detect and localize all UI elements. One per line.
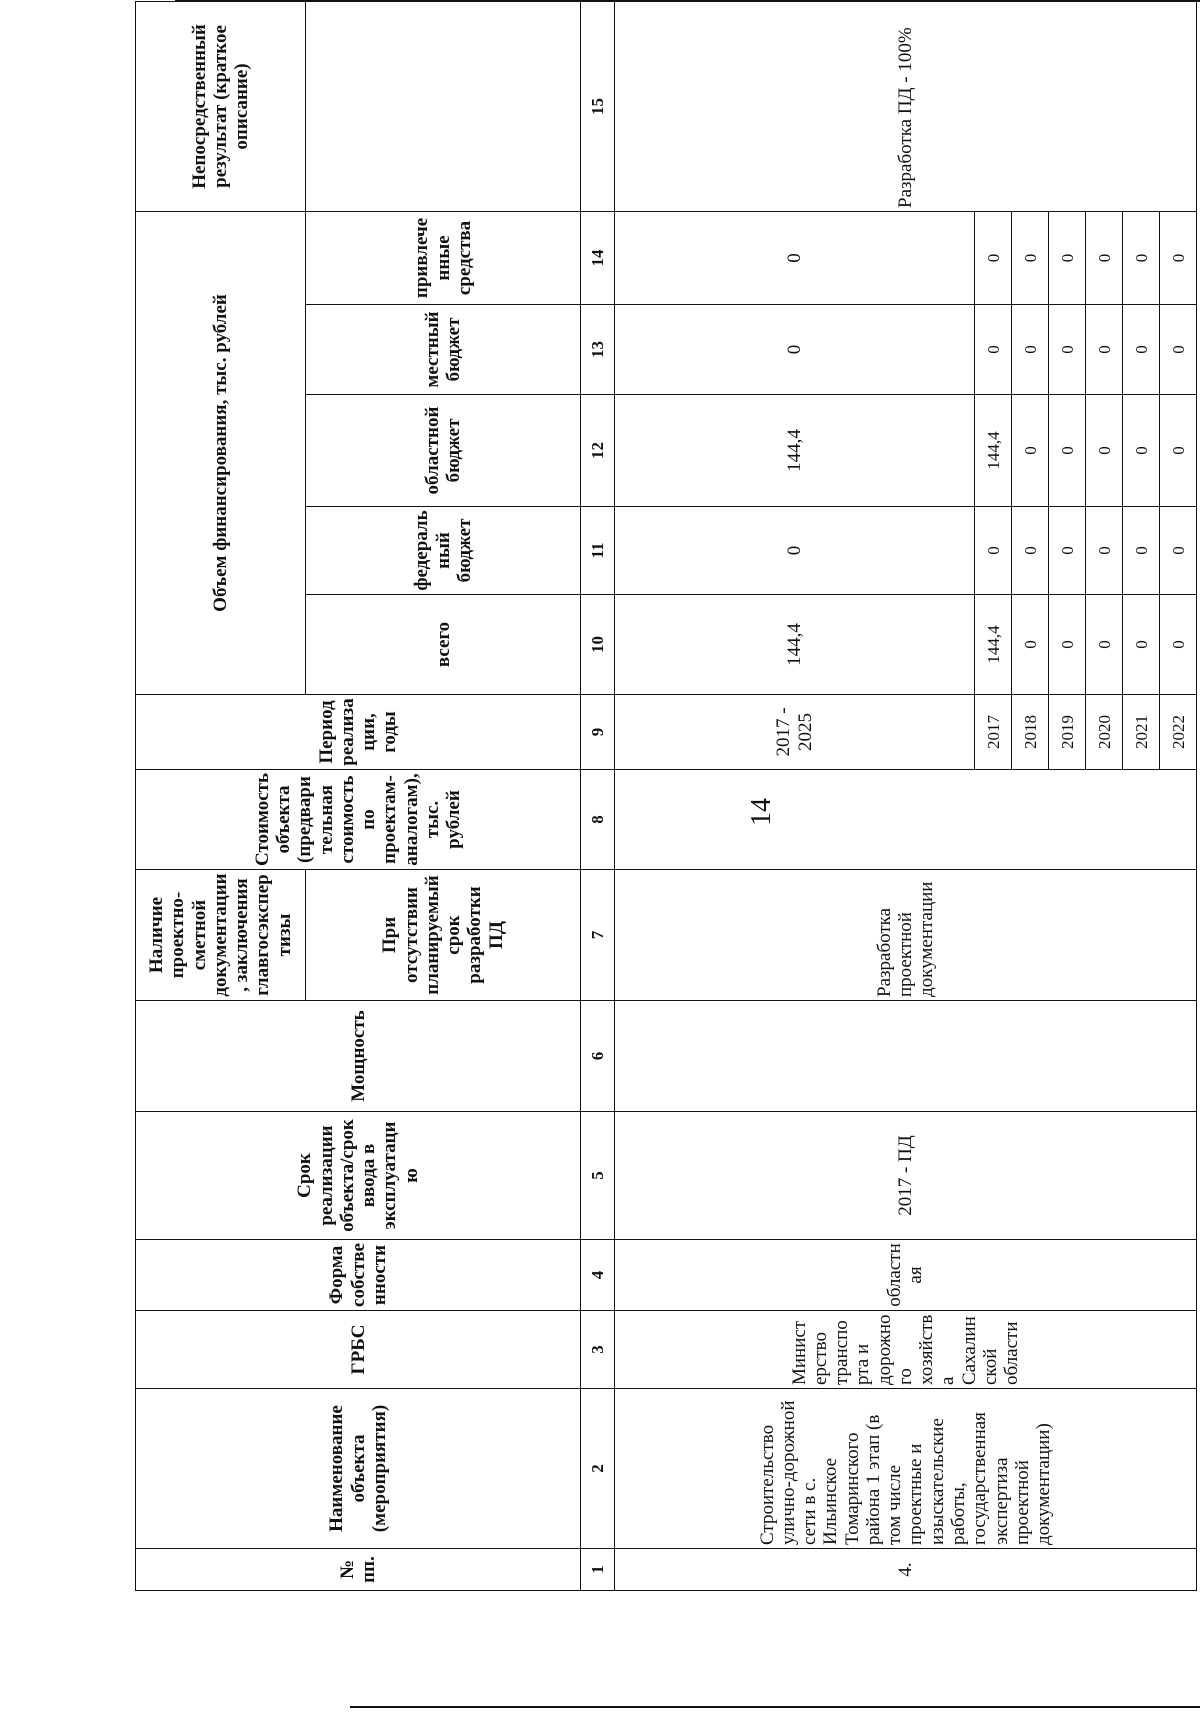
header-financing: Объем финансирования, тыс. рублей [136, 211, 306, 694]
year-regional: 0 [1123, 395, 1160, 507]
col-num-5: 5 [581, 1112, 615, 1240]
row-attracted: 0 [614, 211, 974, 304]
year-total: 0 [1086, 595, 1123, 695]
year-federal: 0 [1086, 507, 1123, 595]
year-federal: 0 [1012, 507, 1049, 595]
header-fin-local: местный бюджет [305, 305, 580, 395]
page-number: 14 [746, 798, 777, 826]
row-ownership: областная [614, 1240, 1196, 1311]
year-cell: 2020 [1086, 695, 1123, 770]
row-period: 2017 - 2025 [614, 695, 974, 770]
row-name: Строительство улично-дорожной сети в с. Ильинское Томаринского района 1 этап (в том числе проектные и изыскательские работы, государственная экспертиза проектной документации) [614, 1389, 1196, 1549]
col-num-8: 8 [581, 770, 615, 870]
year-federal: 0 [975, 507, 1012, 595]
row-local: 0 [614, 305, 974, 395]
header-name: Наименование объекта (мероприятия) [136, 1389, 581, 1549]
year-local: 0 [1049, 305, 1086, 395]
year-attracted: 0 [1049, 211, 1086, 304]
year-total: 0 [1012, 595, 1049, 695]
row-cost [614, 770, 1196, 870]
header-fin-total: всего [305, 595, 580, 695]
year-attracted: 0 [1123, 211, 1160, 304]
year-total: 0 [1049, 595, 1086, 695]
col-num-14: 14 [581, 211, 615, 304]
year-cell: 2019 [1049, 695, 1086, 770]
header-fin-federal: федеральный бюджет [305, 507, 580, 595]
year-total: 0 [1160, 595, 1197, 695]
col-num-1: 1 [581, 1549, 615, 1591]
col-num-9: 9 [581, 695, 615, 770]
year-local: 0 [1012, 305, 1049, 395]
year-attracted: 0 [975, 211, 1012, 304]
table-row [614, 1, 974, 1590]
year-local: 0 [1086, 305, 1123, 395]
year-attracted: 0 [1012, 211, 1049, 304]
col-num-7: 7 [581, 870, 615, 1001]
col-num-4: 4 [581, 1240, 615, 1311]
scan-bottom-edge [350, 1706, 1200, 1708]
year-total: 0 [1123, 595, 1160, 695]
row-psd: Разработка проектной документации [614, 870, 1196, 1001]
header-ownership: Форма собственности [136, 1240, 581, 1311]
year-total: 144,4 [975, 595, 1012, 695]
col-num-13: 13 [581, 305, 615, 395]
col-num-12: 12 [581, 395, 615, 507]
year-cell: 2021 [1123, 695, 1160, 770]
row-no: 4. [614, 1549, 1196, 1591]
row-total: 144,4 [614, 595, 974, 695]
row-term: 2017 - ПД [614, 1112, 1196, 1240]
rotated-table-container [135, 24, 1197, 1591]
row-capacity [614, 1001, 1196, 1112]
year-local: 0 [975, 305, 1012, 395]
year-regional: 0 [1049, 395, 1086, 507]
col-num-2: 2 [581, 1389, 615, 1549]
col-num-3: 3 [581, 1311, 615, 1389]
header-psd-sub: При отсутствии планируемый срок разработки ПД [305, 870, 580, 1001]
row-grbs: Министерство транспорта и дорожного хозяйства Сахалинской области [614, 1311, 1196, 1389]
year-regional: 144,4 [975, 395, 1012, 507]
year-federal: 0 [1160, 507, 1197, 595]
header-fin-attracted: привлеченные средства [305, 211, 580, 304]
header-capacity: Мощность [136, 1001, 581, 1112]
header-row-1 [136, 1, 306, 1590]
year-federal: 0 [1049, 507, 1086, 595]
year-regional: 0 [1160, 395, 1197, 507]
row-federal: 0 [614, 507, 974, 595]
header-period: Период реализации, годы [136, 695, 581, 770]
header-no: № пп. [136, 1549, 581, 1591]
header-psd: Наличие проектно-сметной документации, заключения главгосэкспертизы [136, 870, 306, 1001]
year-attracted: 0 [1160, 211, 1197, 304]
header-fin-regional: областной бюджет [305, 395, 580, 507]
header-result: Непосредственный результат (краткое описание) [136, 1, 306, 211]
row-regional: 144,4 [614, 395, 974, 507]
col-num-6: 6 [581, 1001, 615, 1112]
investment-table [135, 1, 1197, 1591]
year-cell: 2018 [1012, 695, 1049, 770]
year-regional: 0 [1012, 395, 1049, 507]
year-attracted: 0 [1086, 211, 1123, 304]
year-cell: 2017 [975, 695, 1012, 770]
header-cost: Стоимость объекта (предварительная стоимость по проектам-аналогам), тыс. рублей [136, 770, 581, 870]
col-num-10: 10 [581, 595, 615, 695]
year-federal: 0 [1123, 507, 1160, 595]
year-local: 0 [1160, 305, 1197, 395]
header-grbs: ГРБС [136, 1311, 581, 1389]
row-result: Разработка ПД - 100% [614, 1, 1196, 211]
year-cell: 2022 [1160, 695, 1197, 770]
year-local: 0 [1123, 305, 1160, 395]
col-num-11: 11 [581, 507, 615, 595]
col-num-15: 15 [581, 1, 615, 211]
column-number-row [581, 1, 615, 1590]
header-term: Срок реализации объекта/срок ввода в эксплуатацию [136, 1112, 581, 1240]
header-result-empty [305, 1, 580, 211]
year-regional: 0 [1086, 395, 1123, 507]
